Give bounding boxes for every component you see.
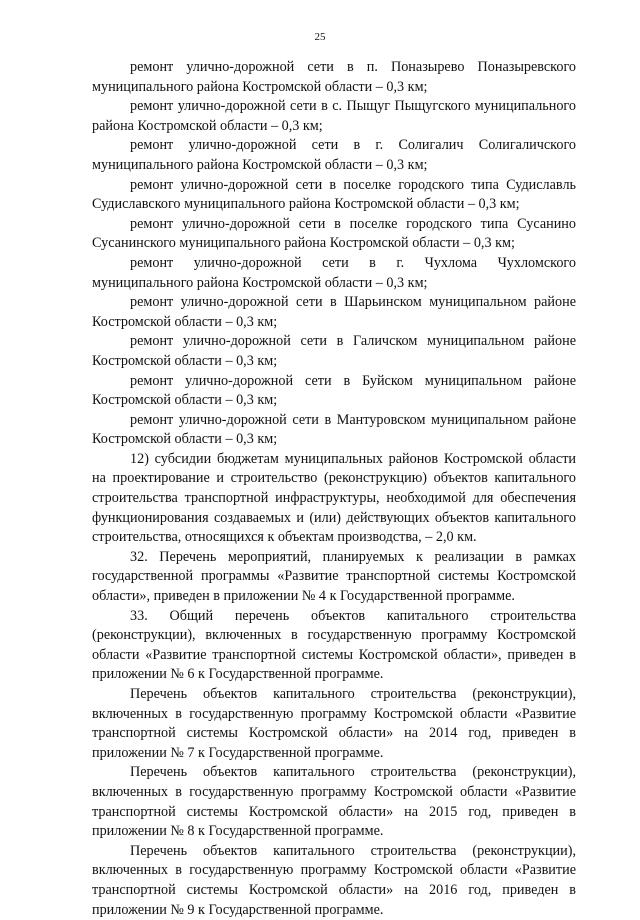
paragraph-list-2016: Перечень объектов капитального строительства (реконструкции), включенных в государственную программу Костромской области «Развитие транспортной системы Костромской области» на 2016 год, приведен в приложении № 9 к Государственной программе.	[92, 842, 576, 918]
paragraph-sudislavl: ремонт улично-дорожной сети в поселке городского типа Судиславль Судиславского муниципального района Костромской области – 0,3 км;	[92, 176, 576, 213]
paragraph-susanino: ремонт улично-дорожной сети в поселке городского типа Сусанино Сусанинского муниципального района Костромской области – 0,3 км;	[92, 215, 576, 252]
page-number: 25	[314, 31, 326, 43]
paragraph-pyshchug: ремонт улично-дорожной сети в с. Пыщуг Пыщугского муниципального района Костромской области – 0,3 км;	[92, 98, 576, 134]
paragraph-manturovo: ремонт улично-дорожной сети в Мантуровском муниципальном районе Костромской области – 0,3 км;	[92, 411, 576, 448]
paragraph-poназырево: ремонт улично-дорожной сети в п. Поназырево Поназыревского муниципального района Костромской области – 0,3 км;	[92, 59, 576, 95]
paragraph-section-32: 32. Перечень мероприятий, планируемых к реализации в рамках государственной программы «Развитие транспортной системы Костромской области», приведен в приложении № 4 к Государственной программе.	[92, 548, 576, 605]
paragraph-sharya: ремонт улично-дорожной сети в Шарьинском муниципальном районе Костромской области – 0,3 км;	[92, 294, 576, 330]
document-body	[92, 58, 576, 920]
paragraph-galich: ремонт улично-дорожной сети в Галичском муниципальном районе Костромской области – 0,3 км;	[92, 333, 576, 369]
paragraph-section-33: 33. Общий перечень объектов капитального строительства (реконструкции), включенных в государственную программу Костромской области «Развитие транспортной системы Костромской области», приведен в приложении № 6 к Государственной программе.	[92, 607, 576, 683]
paragraph-list-2015: Перечень объектов капитального строительства (реконструкции), включенных в государственную программу Костромской области «Развитие транспортной системы Костромской области» на 2015 год, приведен в приложении № 8 к Государственной программе.	[92, 764, 576, 840]
paragraph-chukhloma: ремонт улично-дорожной сети в г. Чухлома Чухломского муниципального района Костромской области – 0,3 км;	[92, 254, 576, 291]
paragraph-buy: ремонт улично-дорожной сети в Буйском муниципальном районе Костромской области – 0,3 км;	[92, 372, 576, 409]
paragraph-list-2014: Перечень объектов капитального строительства (реконструкции), включенных в государственную программу Костромской области «Развитие транспортной системы Костромской области» на 2014 год, приведен в приложении № 7 к Государственной программе.	[92, 686, 576, 761]
paragraph-soligalich: ремонт улично-дорожной сети в г. Солигалич Солигаличского муниципального района Костромской области – 0,3 км;	[92, 137, 576, 173]
paragraph-item-12-subsidies: 12) субсидии бюджетам муниципальных районов Костромской области на проектирование и строительство (реконструкцию) объектов капитального строительства транспортной инфраструктуры, необходимой для обеспечения функционирования создаваемых и (или) действующих объектов капитального строительства, относящихся к объектам производства, – 2,0 км.	[92, 450, 576, 546]
